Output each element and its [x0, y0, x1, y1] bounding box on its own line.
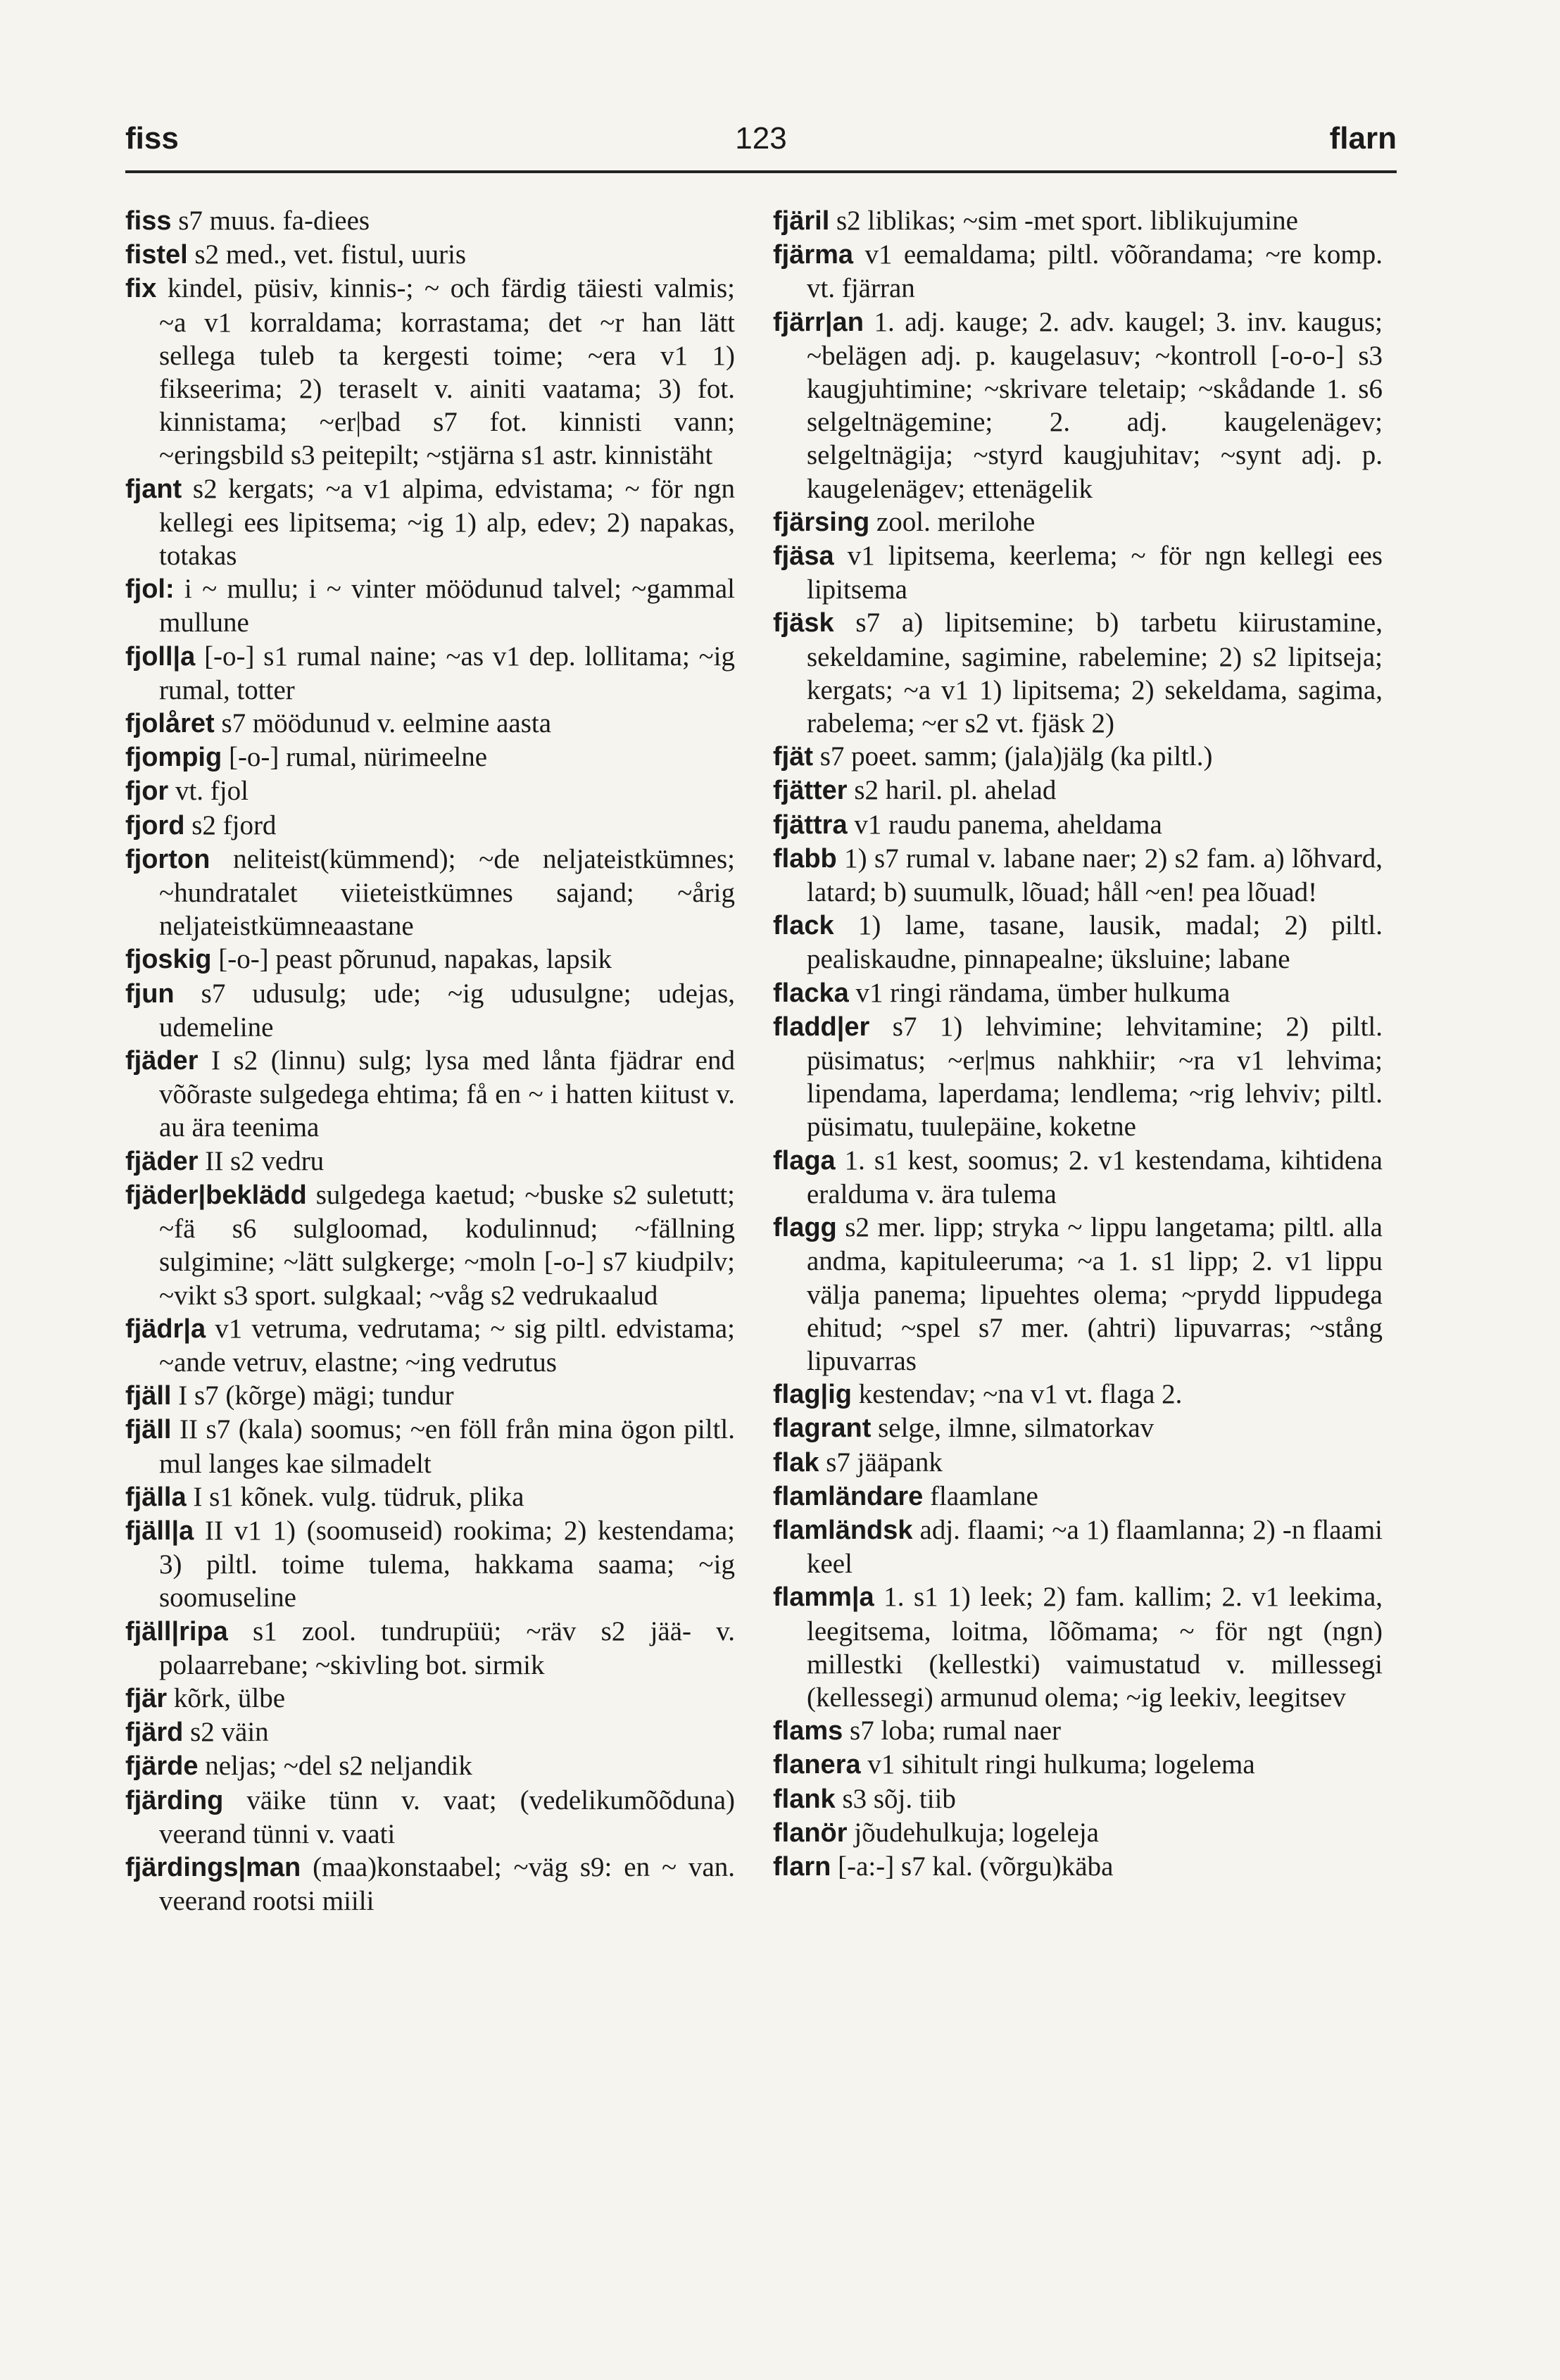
entry-definition: II s2 vedru	[198, 1145, 325, 1176]
entry-headword: fjäder	[125, 1146, 199, 1176]
entry-headword: flaga	[773, 1145, 836, 1176]
entry-headword: fjorton	[125, 844, 210, 874]
dictionary-entry	[773, 204, 1383, 238]
dictionary-entry	[125, 204, 735, 238]
entry-headword: fjärr|an	[773, 307, 864, 337]
dictionary-entry	[773, 1580, 1383, 1714]
right-running-head: flarn	[1329, 121, 1397, 156]
dictionary-entry	[773, 1211, 1383, 1378]
dictionary-entry	[773, 1714, 1383, 1748]
dictionary-entry	[125, 1312, 735, 1379]
entry-definition: s7 loba; rumal naer	[843, 1715, 1062, 1746]
entry-headword: flanera	[773, 1750, 861, 1780]
entry-headword: fjäll|ripa	[125, 1616, 228, 1647]
entry-definition: v1 ringi rändama, ümber hulkuma	[848, 977, 1231, 1008]
dictionary-entry	[773, 1513, 1383, 1580]
entry-headword: flarn	[773, 1851, 831, 1882]
dictionary-entry	[773, 808, 1383, 842]
dictionary-entry	[125, 640, 735, 707]
entry-definition: v1 lipitsema, keerlema; ~ för ngn kellegi ees lipitsema	[807, 541, 1383, 605]
header-rule	[125, 170, 1397, 173]
entry-definition: v1 eemaldama; piltl. võõrandama; ~re komp. vt. fjärran	[807, 239, 1383, 304]
entry-definition: vt. fjol	[168, 776, 249, 807]
entry-headword: flank	[773, 1784, 836, 1814]
entry-definition: s2 haril. pl. ahelad	[847, 775, 1057, 806]
entry-definition: kindel, püsiv, kinnis-; ~ och färdig täiesti valmis; ~a v1 korraldama; korrastama; det ~r han lätt sellega tuleb ta kergesti toime; ~era v1 1) fikseerima; 2) teraselt v. ainiti vaatama; 3) fot. kinnistama; ~er|bad s7 fot. kinnisti vann; ~eringsbild s3 peitepilt; ~stjärna s1 astr. kinnistäht	[156, 273, 735, 471]
dictionary-entry	[773, 1748, 1383, 1782]
entry-definition: kestendav; ~na v1 vt. flaga 2.	[851, 1379, 1183, 1410]
entry-definition: I s2 (linnu) sulg; lysa med lånta fjädrar end võõraste sulgedega ehtima; få en ~ i hatten kiitust v. au ära teenima	[159, 1045, 735, 1143]
entry-definition: sulgedega kaetud; ~buske s2 suletutt; ~fä s6 sulgloomad, kodulinnud; ~fällning sulgimine; ~lätt sulgkerge; ~moln [-o-] s7 kiudpilv; ~vikt s3 sport. sulgkaal; ~våg s2 vedrukaalud	[159, 1179, 735, 1311]
entry-definition: s2 med., vet. fistul, uuris	[187, 239, 467, 270]
dictionary-entry	[773, 505, 1383, 539]
entry-definition: [-o-] rumal, nürimeelne	[222, 742, 488, 773]
entry-headword: fjärd	[125, 1718, 184, 1748]
dictionary-entry	[773, 1816, 1383, 1850]
entry-headword: fjun	[125, 978, 175, 1009]
dictionary-entry	[773, 1144, 1383, 1211]
entry-headword: fjädr|a	[125, 1314, 206, 1344]
dictionary-entry	[125, 943, 735, 976]
entry-headword: flag|ig	[773, 1380, 852, 1410]
entry-definition: 1) lame, tasane, lausik, madal; 2) piltl. pealiskaudne, pinnapealne; üksluine; labane	[807, 910, 1383, 975]
entry-definition: adj. flaami; ~a 1) flaamlanna; 2) -n flaami keel	[807, 1514, 1383, 1580]
entry-headword: fjäll|a	[125, 1516, 194, 1546]
entry-headword: fjoskig	[125, 945, 212, 975]
right-column	[773, 204, 1383, 1884]
entry-headword: fjär	[125, 1683, 168, 1713]
entry-definition: s3 sõj. tiib	[835, 1783, 956, 1814]
dictionary-entry	[773, 1480, 1383, 1513]
entry-definition: 1. adj. kauge; 2. adv. kaugel; 3. inv. kaugus; ~belägen adj. p. kaugelasuv; ~kontroll [-o-o-] s3 kaugjuhtimine; ~skrivare teletaip; ~skådande 1. s6 selgeltnägemine; 2. adj. kaugelenägev; selgeltnägija; ~styrd kaugjuhitav; ~synt adj. p. kaugelenägev; ettenägelik	[807, 306, 1383, 504]
entry-headword: fjolåret	[125, 709, 215, 739]
entry-definition: neliteist(kümmend); ~de neljateistkümnes; ~hundratalet viieteistkümnes sajand; ~årig neljateistkümneaastane	[159, 843, 735, 942]
entry-headword: fjäril	[773, 206, 830, 236]
entry-definition: s7 a) lipitsemine; b) tarbetu kiirustamine, sekeldamine, sagimine, rabelemine; 2) s2 lipitseja; kergats; ~a v1 1) lipitsema; 2) sekeldama, sagima, rabelema; ~er s2 vt. fjäsk 2)	[807, 607, 1383, 739]
entry-headword: fjäder|beklädd	[125, 1180, 307, 1210]
entry-definition: s2 kergats; ~a v1 alpima, edvistama; ~ för ngn kellegi ees lipitsema; ~ig 1) alp, edev; 2) napakas, totakas	[159, 473, 735, 572]
entry-definition: II v1 1) (soomuseid) rookima; 2) kestendama; 3) piltl. toime tulema, hakkama saama; ~ig soomuseline	[159, 1515, 735, 1613]
entry-definition: v1 raudu panema, aheldama	[847, 809, 1162, 840]
dictionary-entry	[773, 539, 1383, 606]
entry-headword: fjompig	[125, 743, 222, 773]
entry-definition: s7 möödunud v. eelmine aasta	[214, 708, 552, 739]
left-running-head: fiss	[125, 121, 179, 156]
entry-headword: fladd|er	[773, 1012, 870, 1042]
entry-definition: väike tünn v. vaat; (vedelikumõõduna) veerand tünni v. vaati	[159, 1784, 735, 1849]
entry-headword: fjärma	[773, 240, 854, 270]
dictionary-entry	[125, 1715, 735, 1749]
dictionary-entry	[125, 272, 735, 472]
entry-headword: flamländsk	[773, 1515, 913, 1545]
page-header	[125, 113, 1397, 162]
entry-definition: i ~ mullu; i ~ vinter möödunud talvel; ~gammal mullune	[159, 574, 735, 638]
dictionary-entry	[125, 1413, 735, 1480]
entry-headword: fjol:	[125, 574, 175, 605]
entry-definition: s2 mer. lipp; stryka ~ lippu langetama; piltl. alla andma, kapituleeruma; ~a 1. s1 lipp; 2. v1 lippu välja panema; lipuehtes olema; ~prydd lippudega ehitud; ~spel s7 mer. (ahtri) lipuvarras; ~stång lipuvarras	[807, 1212, 1383, 1376]
entry-definition: (maa)konstaabel; ~väg s9: en ~ van. veerand rootsi miili	[159, 1851, 735, 1917]
dictionary-entry	[773, 306, 1383, 505]
entry-definition: jõudehulkuja; logeleja	[847, 1817, 1099, 1848]
dictionary-entry	[125, 741, 735, 774]
entry-definition: [-a:-] s7 kal. (võrgu)käba	[831, 1851, 1114, 1882]
entry-definition: 1. s1 kest, soomus; 2. v1 kestendama, kihtidena eralduma v. ära tulema	[807, 1145, 1383, 1209]
entry-headword: fix	[125, 274, 157, 304]
dictionary-entry	[773, 740, 1383, 774]
dictionary-entry	[773, 976, 1383, 1010]
dictionary-entry	[125, 774, 735, 808]
entry-definition: s2 väin	[183, 1717, 269, 1748]
entry-headword: fjord	[125, 810, 185, 840]
dictionary-entry	[125, 1178, 735, 1312]
dictionary-entry	[773, 1850, 1383, 1884]
entry-definition: 1. s1 1) leek; 2) fam. kallim; 2. v1 leekima, leegitsema, loitma, lõõmama; ~ för ngt (ngn) millestki (kellestki) vaimustatud v. millessegi (kellessegi) armunud olema; ~ig leekiv, leegitsev	[807, 1582, 1383, 1713]
dictionary-entry	[773, 1010, 1383, 1144]
dictionary-entry	[773, 909, 1383, 976]
entry-headword: fiss	[125, 206, 172, 236]
entry-definition: I s7 (kõrge) mägi; tundur	[171, 1380, 454, 1411]
page-number: 123	[735, 121, 787, 156]
entry-definition: selge, ilmne, silmatorkav	[871, 1413, 1155, 1444]
entry-definition: kõrk, ülbe	[167, 1682, 286, 1713]
dictionary-entry	[125, 977, 735, 1044]
entry-definition: neljas; ~del s2 neljandik	[198, 1751, 472, 1782]
entry-headword: fjor	[125, 776, 169, 807]
entry-headword: fjäll	[125, 1415, 172, 1445]
left-column	[125, 204, 735, 1918]
entry-definition: s7 jääpank	[819, 1447, 943, 1478]
dictionary-entry	[125, 1851, 735, 1918]
entry-definition: [-o-] peast põrunud, napakas, lapsik	[211, 944, 612, 975]
entry-headword: flacka	[773, 978, 849, 1008]
entry-definition: v1 vetruma, vedrutama; ~ sig piltl. edvistama; ~ande vetruv, elastne; ~ing vedrutus	[159, 1313, 735, 1378]
entry-definition: s2 liblikas; ~sim -met sport. liblikujumine	[829, 206, 1298, 236]
dictionary-entry	[125, 1615, 735, 1682]
entry-definition: flaamlane	[923, 1480, 1038, 1511]
entry-headword: fistel	[125, 240, 188, 270]
entry-headword: fjärsing	[773, 507, 870, 537]
dictionary-entry	[125, 809, 735, 843]
entry-definition: s7 1) lehvimine; lehvitamine; 2) piltl. püsimatus; ~er|mus nahkhiir; ~ra v1 lehvima; lipendama, laperdama; lendlema; ~rig lehviv; piltl. püsimatu, tuulepäine, koketne	[807, 1011, 1383, 1142]
dictionary-entry	[773, 842, 1383, 909]
entry-headword: flams	[773, 1716, 843, 1746]
entry-headword: flagrant	[773, 1413, 872, 1444]
entry-headword: fjälla	[125, 1482, 187, 1512]
entry-headword: flamländare	[773, 1481, 924, 1511]
entry-definition: s2 fjord	[184, 810, 277, 840]
dictionary-entry	[773, 1411, 1383, 1445]
entry-definition: s1 zool. tundrupüü; ~räv s2 jää- v. polaarrebane; ~skivling bot. sirmik	[159, 1616, 735, 1680]
entry-definition: s7 poeet. samm; (jala)jälg (ka piltl.)	[813, 741, 1213, 772]
entry-headword: flanör	[773, 1818, 848, 1848]
dictionary-entry	[773, 1782, 1383, 1816]
entry-headword: fjät	[773, 742, 813, 772]
dictionary-entry	[773, 606, 1383, 740]
dictionary-entry	[125, 1044, 735, 1145]
entry-headword: fjättra	[773, 810, 848, 840]
dictionary-entry	[125, 1784, 735, 1851]
entry-headword: flabb	[773, 843, 837, 874]
dictionary-entry	[125, 472, 735, 573]
dictionary-entry	[125, 843, 735, 943]
dictionary-entry	[773, 1446, 1383, 1480]
entry-headword: fjärde	[125, 1751, 199, 1782]
dictionary-entry	[125, 238, 735, 272]
dictionary-entry	[125, 1480, 735, 1514]
entry-headword: fjätter	[773, 776, 848, 806]
entry-headword: fjäder	[125, 1046, 199, 1076]
entry-headword: fjäsa	[773, 541, 834, 572]
dictionary-entry	[773, 774, 1383, 807]
dictionary-entry	[125, 1682, 735, 1715]
entry-definition: s7 udusulg; ude; ~ig udusulgne; udejas, udemeline	[159, 978, 735, 1043]
dictionary-entry	[125, 707, 735, 741]
entry-headword: fjäsk	[773, 608, 834, 638]
entry-definition: 1) s7 rumal v. labane naer; 2) s2 fam. a) lõhvard, latard; b) suumulk, lõuad; håll ~en! pea lõuad!	[807, 843, 1383, 908]
dictionary-entry	[773, 238, 1383, 305]
entry-headword: fjäll	[125, 1381, 172, 1411]
entry-definition: v1 sihitult ringi hulkuma; logelema	[860, 1749, 1255, 1780]
entry-headword: flack	[773, 911, 834, 941]
entry-headword: fjoll|a	[125, 641, 196, 672]
entry-headword: flagg	[773, 1213, 837, 1243]
entry-headword: fjärding	[125, 1785, 224, 1815]
entry-headword: flamm|a	[773, 1582, 874, 1613]
dictionary-entry	[125, 1514, 735, 1615]
entry-definition: I s1 kõnek. vulg. tüdruk, plika	[186, 1481, 524, 1512]
entry-headword: fjärdings|man	[125, 1852, 301, 1882]
entry-headword: fjant	[125, 474, 182, 504]
dictionary-entry	[773, 1378, 1383, 1411]
entry-definition: II s7 (kala) soomus; ~en föll från mina ögon piltl. mul langes kae silmadelt	[159, 1414, 735, 1479]
dictionary-entry	[125, 572, 735, 639]
dictionary-entry	[125, 1145, 735, 1178]
entry-headword: flak	[773, 1447, 819, 1478]
entry-definition: [-o-] s1 rumal naine; ~as v1 dep. lollitama; ~ig rumal, totter	[159, 641, 735, 705]
dictionary-entry	[125, 1749, 735, 1783]
entry-definition: s7 muus. fa-diees	[171, 206, 370, 236]
dictionary-entry	[125, 1379, 735, 1413]
entry-definition: zool. merilohe	[869, 506, 1036, 537]
